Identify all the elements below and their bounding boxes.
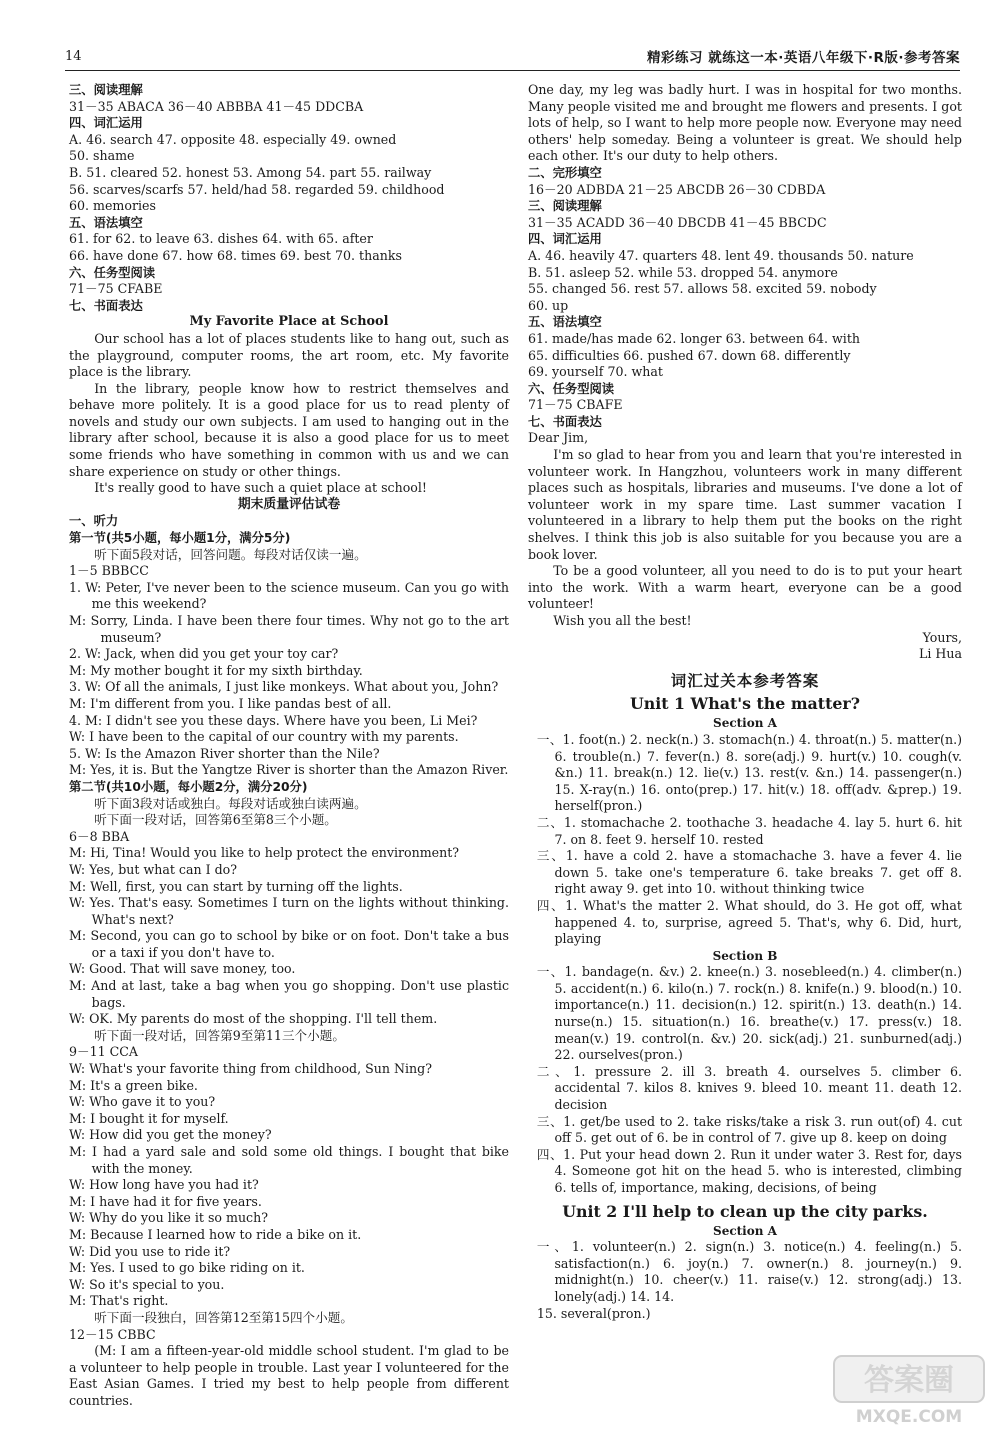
right-block: 61. made/has made 62. longer 63. between 64. with — [528, 330, 861, 346]
right-block: 一、1. bandage(n. &v.) 2. knee(n.) 3. nosebleed(n.) 4. climber(n.) 5. accident(n.) 6. kilo(n.) 7. rock(n.) 8. knife(n.) 9. blood(n.) 10. importance(n.) 11. decision(n.) 12. spirit(n.) 13. death(n.) 14. nurse(n.) 15. situation(n.) 16. breathe(v.) 17. press(v.) 18. mean(v.) 19. control(n. &v.) 20. sick(adj.) 21. sunburned(adj.) 22. ourselves(pron.) — [536, 964, 962, 1063]
left-block: 50. shame — [69, 148, 135, 164]
left-block: M: I have had it for five years. — [69, 1193, 262, 1209]
left-block: 9－11 CCA — [69, 1044, 139, 1060]
right-block: Section A — [713, 716, 777, 731]
right-block: 69. yourself 70. what — [528, 364, 663, 380]
left-block: M: Sorry, Linda. I have been there four times. Why not go to the art museum? — [69, 613, 509, 645]
left-block: 听下面5段对话，回答问题。每段对话仅读一遍。 — [94, 546, 367, 562]
right-block: 五、语法填空 — [528, 315, 602, 330]
right-block: To be a good volunteer, all you need to do is to put your heart into the work. With a warm heart, everyone can be a good volunteer! — [528, 563, 962, 612]
right-block: 15. several(pron.) — [536, 1305, 651, 1321]
right-block: 词汇过关本参考答案 — [670, 671, 820, 690]
right-block: Unit 1 What's the matter? — [629, 694, 861, 714]
left-block: W: Who gave it to you? — [69, 1094, 216, 1110]
right-block: 二、1. pressure 2. ill 3. breath 4. ourselves 5. climber 6. accidental 7. kilos 8. knives 9. bleed 10. meant 11. death 12. decision — [536, 1063, 962, 1113]
left-block: 听下面一段对话，回答第6至第8三个小题。 — [94, 812, 337, 828]
left-block: My Favorite Place at School — [189, 314, 389, 330]
right-column — [528, 82, 962, 1322]
left-block: 61. for 62. to leave 63. dishes 64. with 65. after — [69, 231, 373, 247]
left-block: W: Why do you like it so much? — [69, 1210, 268, 1226]
left-block: W: Yes, but what can I do? — [69, 861, 237, 877]
right-block: Wish you all the best! — [553, 613, 692, 628]
page-header — [65, 46, 960, 68]
left-block: 66. have done 67. how 68. times 69. best 70. thanks — [69, 247, 402, 263]
left-block: 五、语法填空 — [69, 215, 143, 230]
left-block: 56. scarves/scarfs 57. held/had 58. regarded 59. childhood — [69, 181, 445, 197]
right-block: 60. up — [528, 297, 569, 313]
right-block: 一、1. foot(n.) 2. neck(n.) 3. stomach(n.) 4. throat(n.) 5. matter(n.) 6. trouble(n.) 7. fever(n.) 8. sore(adj.) 9. hurt(v.) 10. cough(v. &n.) 11. break(n.) 12. lie(v.) 13. rest(v. &n.) 14. passenger(n.) 15. X-ray(n.) 16. onto(prep.) 17. hit(v.) 18. off(adv. &prep.) 19. herself(pron.) — [536, 731, 962, 814]
left-block: 第一节(共5小题，每小题1分，满分5分) — [69, 531, 291, 546]
right-block: Dear Jim, — [528, 430, 589, 446]
left-block: M: Because I learned how to ride a bike on it. — [69, 1226, 362, 1242]
left-block: M: Well, first, you can start by turning off the lights. — [69, 878, 403, 894]
right-block: Li Hua — [919, 646, 962, 662]
left-block: 1. W: Peter, I've never been to the science museum. Can you go with me this weekend? — [69, 579, 509, 612]
left-block: 12－15 CBBC — [69, 1326, 156, 1342]
left-block: 一、听力 — [69, 514, 119, 529]
left-block: 4. M: I didn't see you these days. Where have you been, Li Mei? — [69, 712, 478, 728]
left-block: M: Yes. I used to go bike riding on it. — [69, 1260, 305, 1276]
right-block: Section A — [713, 1223, 777, 1238]
left-block: M: It's a green bike. — [69, 1077, 198, 1093]
page-number: 14 — [65, 49, 82, 64]
left-block: 5. W: Is the Amazon River shorter than the Nile? — [69, 745, 380, 761]
right-block: Yours, — [922, 629, 962, 645]
left-block: M: I had a yard sale and sold some old things. I bought that bike with the money. — [69, 1144, 509, 1176]
left-block: W: What's your favorite thing from childhood, Sun Ning? — [69, 1061, 432, 1077]
left-block: 四、词汇运用 — [69, 116, 143, 131]
right-block: 二、1. stomachache 2. toothache 3. headache 4. lay 5. hurt 6. hit 7. on 8. feet 9. herself 10. rested — [536, 814, 962, 847]
left-block: 31－35 ABACA 36－40 ABBBA 41－45 DDCBA — [69, 98, 364, 114]
right-block: Unit 2 I'll help to clean up the city parks. — [562, 1201, 928, 1221]
left-block: 听下面3段对话或独白。每段对话或独白读两遍。 — [94, 795, 367, 811]
left-block: W: Good. That will save money, too. — [69, 961, 296, 977]
left-block: 期末质量评估试卷 — [237, 496, 341, 512]
right-block: 四、词汇运用 — [528, 232, 602, 247]
right-block: 31－35 ACADD 36－40 DBCDB 41－45 BBCDC — [528, 214, 827, 230]
left-block: 六、任务型阅读 — [69, 265, 156, 280]
left-block: 60. memories — [69, 198, 156, 214]
left-block: M: My mother bought it for my sixth birthday. — [69, 662, 363, 678]
left-block: W: So it's special to you. — [69, 1276, 225, 1292]
right-block: 三、1. have a cold 2. have a stomachache 3. have a fever 4. lie down 5. take one's temperature 6. take breaks 7. get off 8. right away 9. get into 10. without thinking twice — [536, 848, 962, 897]
left-block: (M: I am a fifteen-year-old middle school student. I'm glad to be a volunteer to help people in trouble. Last year I volunteered for the East Asian Games. I tried my best to help people from different countries. — [69, 1343, 509, 1408]
right-block: 65. difficulties 66. pushed 67. down 68. differently — [528, 347, 851, 363]
left-block: 6－8 BBA — [69, 828, 130, 844]
left-block: 听下面一段对话，回答第9至第11三个小题。 — [94, 1027, 345, 1043]
left-block: 三、阅读理解 — [69, 83, 143, 97]
right-block: One day, my leg was badly hurt. I was in hospital for two months. Many people visited me and brought me flowers and presents. I got lots of help, so I want to help more people now. Everyone may need others' help someday. Being a volunteer is great. We should help each other. It's our duty to help others. — [528, 82, 962, 164]
left-block: 七、书面表达 — [69, 298, 143, 313]
left-block: In the library, people know how to restrict themselves and behave more politely. It is a good place for us to read plenty of novels and study our own subjects. I am used to hanging out in the library after school, because it is also a good place for us to meet some friends who have something in common with us and we can share experience on study or other things. — [69, 380, 509, 479]
left-block: W: I have been to the capital of our country with my parents. — [69, 729, 459, 745]
left-column — [69, 82, 509, 1410]
right-block: A. 46. heavily 47. quarters 48. lent 49. thousands 50. nature — [528, 247, 914, 263]
right-block: 三、阅读理解 — [528, 199, 602, 214]
left-block: 2. W: Jack, when did you get your toy car? — [69, 646, 339, 662]
right-block: I'm so glad to hear from you and learn that you're interested in volunteer work. In Hangzhou, volunteers work in many different places such as hospitals, libraries and museums. I've done a lot of volunteer work in my spare time. Last summer vacation I volunteered in a library to help them put the books on the right shelves. I think this job is also suitable for you because you are a book lover. — [528, 447, 962, 562]
left-block: 听下面一段独白，回答第12至第15四个小题。 — [94, 1309, 353, 1325]
watermark-logo — [828, 1352, 990, 1428]
right-block: 二、完形填空 — [528, 165, 602, 180]
left-block: M: That's right. — [69, 1293, 169, 1309]
watermark-text: 答案圈 — [864, 1363, 954, 1398]
right-block: 六、任务型阅读 — [528, 381, 615, 396]
left-block: W: How did you get the money? — [69, 1127, 272, 1143]
right-block: 55. changed 56. rest 57. allows 58. excited 59. nobody — [528, 281, 877, 297]
left-block: B. 51. cleared 52. honest 53. Among 54. part 55. railway — [69, 164, 432, 180]
left-block: 71－75 CFABE — [69, 281, 163, 297]
left-block: M: Yes, it is. But the Yangtze River is shorter than the Amazon River. — [69, 762, 509, 778]
left-block: W: Did you use to ride it? — [69, 1243, 231, 1259]
right-block: 七、书面表达 — [528, 414, 602, 429]
left-block: W: How long have you had it? — [69, 1177, 259, 1193]
left-block: 3. W: Of all the animals, I just like monkeys. What about you, John? — [69, 679, 499, 695]
left-block: M: Hi, Tina! Would you like to help protect the environment? — [69, 845, 460, 861]
header-rule — [65, 70, 960, 71]
right-block: Section B — [712, 948, 778, 963]
left-block: 第二节(共10小题，每小题2分，满分20分) — [69, 779, 308, 794]
left-block: 1－5 BBBCC — [69, 563, 149, 579]
watermark-url: MXQE.COM — [855, 1407, 963, 1427]
right-block: B. 51. asleep 52. while 53. dropped 54. anymore — [528, 264, 838, 280]
left-block: W: Yes. That's easy. Sometimes I turn on the lights without thinking. What's next? — [69, 895, 509, 927]
right-block: 三、1. get/be used to 2. take risks/take a risk 3. run out(of) 4. cut off 5. get out of 6. be in control of 7. give up 8. keep on doing — [536, 1113, 962, 1146]
left-block: M: And at last, take a bag when you go shopping. Don't use plastic bags. — [69, 978, 509, 1010]
left-block: M: Second, you can go to school by bike or on foot. Don't take a bus or a taxi if you don't have to. — [69, 928, 509, 960]
book-title: 精彩练习 就练这一本·英语八年级下·R版·参考答案 — [647, 50, 960, 66]
right-block: 四、1. What's the matter 2. What should, do 3. He got off, what happened 4. to, surprise, agreed 5. That's, why 6. Did, hurt, playing — [536, 897, 962, 947]
right-block: 四、1. Put your head down 2. Run it under water 3. Rest for, days 4. Someone got hit on the head 5. who is interested, climbing 6. tells of, importance, making, decisions, of being — [536, 1146, 962, 1195]
left-block: It's really good to have such a quiet place at school! — [94, 480, 427, 496]
right-block: 71－75 CBAFE — [528, 397, 623, 413]
left-block: A. 46. search 47. opposite 48. especially 49. owned — [69, 131, 397, 147]
left-block: M: I bought it for myself. — [69, 1110, 229, 1126]
right-block: 一、1. volunteer(n.) 2. sign(n.) 3. notice(n.) 4. feeling(n.) 5. satisfaction(n.) 6. joy(n.) 7. owner(n.) 8. journey(n.) 9. midnight(n.) 10. cheer(v.) 11. raise(v.) 12. strong(adj.) 13. lonely(adj.) 14. 14. — [536, 1239, 962, 1304]
left-block: M: I'm different from you. I like pandas best of all. — [69, 695, 392, 711]
right-block: 16－20 ADBDA 21－25 ABCDB 26－30 CDBDA — [528, 181, 826, 197]
left-block: Our school has a lot of places students like to hang out, such as the playground, computer rooms, the art room, etc. My favorite place is the library. — [69, 330, 509, 380]
left-block: W: OK. My parents do most of the shopping. I'll tell them. — [69, 1011, 438, 1027]
